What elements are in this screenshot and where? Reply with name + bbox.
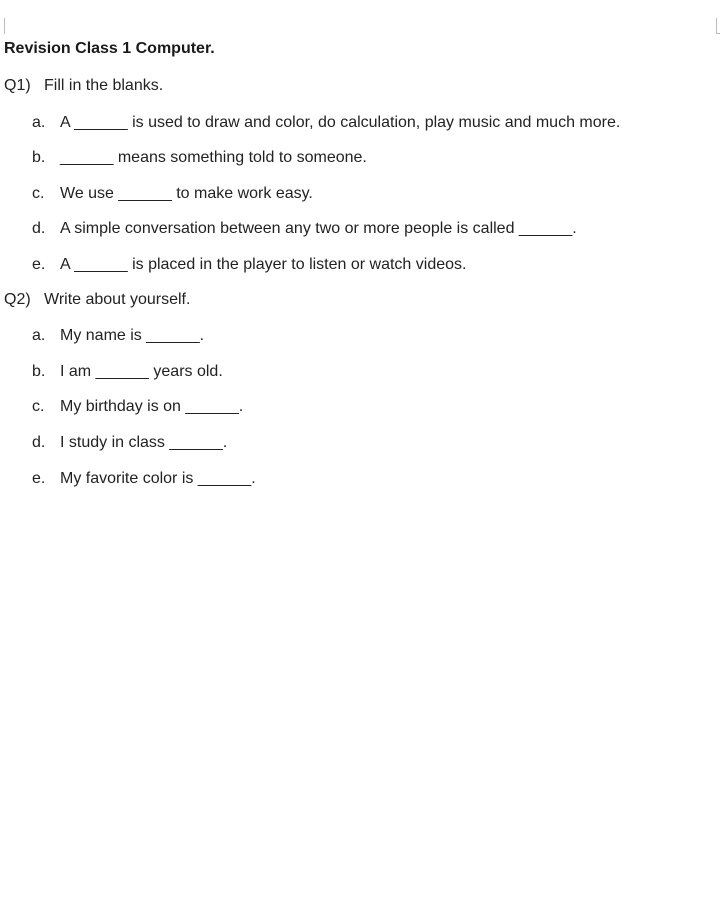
q1-item-d-text: A simple conversation between any two or more people is called ______. bbox=[60, 220, 577, 237]
q1-item-d bbox=[32, 220, 577, 238]
question-2 bbox=[4, 291, 190, 309]
q1-item-d-letter: d. bbox=[32, 220, 46, 237]
q1-item-b bbox=[32, 149, 367, 167]
q1-item-e-letter: e. bbox=[32, 256, 46, 273]
q2-item-b-letter: b. bbox=[32, 363, 46, 380]
q1-item-b-letter: b. bbox=[32, 149, 46, 166]
q2-item-d-text: I study in class ______. bbox=[60, 434, 228, 451]
q2-item-a-letter: a. bbox=[32, 327, 46, 344]
q2-item-e bbox=[32, 470, 256, 488]
q1-item-c-text: We use ______ to make work easy. bbox=[60, 185, 313, 202]
question-2-prompt: Write about yourself. bbox=[44, 291, 191, 308]
q2-item-d-letter: d. bbox=[32, 434, 46, 451]
q1-item-c bbox=[32, 185, 313, 203]
page-corner-mark-left bbox=[4, 18, 5, 34]
q2-item-b bbox=[32, 363, 223, 381]
q1-item-b-text: ______ means something told to someone. bbox=[60, 149, 367, 166]
q1-item-a bbox=[32, 114, 620, 132]
q2-item-c-text: My birthday is on ______. bbox=[60, 398, 244, 415]
q2-item-d bbox=[32, 434, 227, 452]
q2-item-e-letter: e. bbox=[32, 470, 46, 487]
q1-item-c-letter: c. bbox=[32, 185, 45, 202]
q2-item-c-letter: c. bbox=[32, 398, 45, 415]
q1-item-a-letter: a. bbox=[32, 114, 46, 131]
q2-item-c bbox=[32, 398, 243, 416]
page-corner-mark-right bbox=[716, 18, 717, 34]
question-1-number: Q1) bbox=[4, 77, 31, 94]
q2-item-e-text: My favorite color is ______. bbox=[60, 470, 256, 487]
question-1 bbox=[4, 77, 163, 95]
q1-item-e-text: A ______ is placed in the player to listen or watch videos. bbox=[60, 256, 467, 273]
document-title: Revision Class 1 Computer. bbox=[4, 40, 215, 57]
q2-item-a-text: My name is ______. bbox=[60, 327, 205, 344]
q2-item-a bbox=[32, 327, 204, 345]
q1-item-e bbox=[32, 256, 466, 274]
question-1-prompt: Fill in the blanks. bbox=[44, 77, 164, 94]
page-corner-mark-right-horizontal bbox=[716, 33, 720, 34]
question-2-number: Q2) bbox=[4, 291, 31, 308]
q1-item-a-text: A ______ is used to draw and color, do calculation, play music and much more. bbox=[60, 114, 621, 131]
q2-item-b-text: I am ______ years old. bbox=[60, 363, 223, 380]
